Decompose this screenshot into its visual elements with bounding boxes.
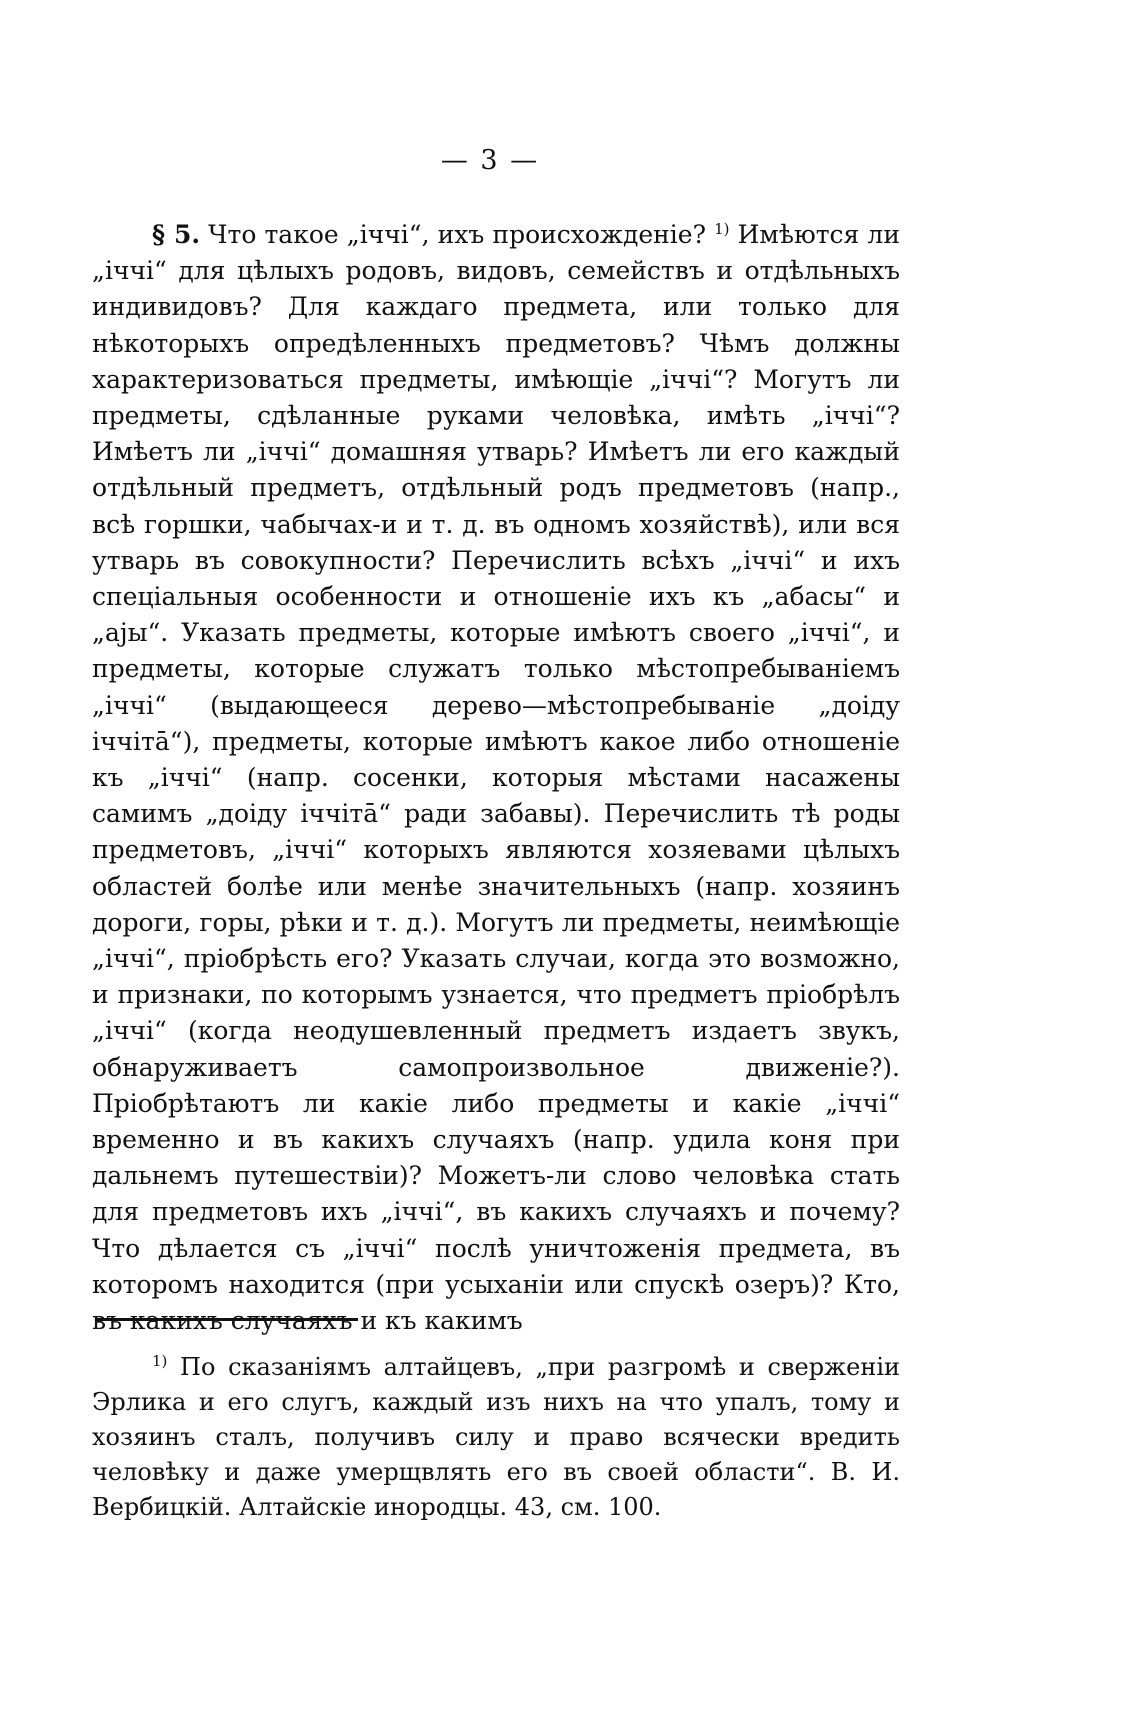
page-number: — 3 — (440, 145, 540, 176)
main-text-block (92, 217, 900, 1339)
paragraph-section-5 (92, 217, 900, 1339)
footnote-divider (96, 1318, 358, 1321)
footnote-paragraph (92, 1350, 900, 1525)
paragraph-text-rest: Имѣются ли „іччі“ для цѣлыхъ родовъ, видовъ, семействъ и отдѣльныхъ индивидовъ? Для каждаго предмета, или только для нѣкоторыхъ опредѣленныхъ предметовъ? Чѣмъ должны характеризоваться предметы, имѣющіе „іччі“? Могутъ ли предметы, сдѣланные руками человѣка, имѣть „іччі“? Имѣетъ ли „іччі“ домашняя утварь? Имѣетъ ли его каждый отдѣльный предметъ, отдѣльный родъ предметовъ (напр., всѣ горшки, чабычах-и и т. д. въ одномъ хозяйствѣ), или вся утварь въ совокупности? Перечислить всѣхъ „іччі“ и ихъ спеціальныя особенности и отношеніе ихъ къ „абасы“ и „ајы“. Указать предметы, которые имѣютъ своего „іччі“, и предметы, которые служатъ только мѣстопребываніемъ „іччі“ (выдающееся дерево—мѣстопребываніе „доіду іччітā“), предметы, которые имѣютъ какое либо отношеніе къ „іччі“ (напр. сосенки, которыя мѣстами насажены самимъ „доіду іччітā“ ради забавы). Перечислить тѣ роды предметовъ, „іччі“ которыхъ являются хозяевами цѣлыхъ областей болѣе или менѣе значительныхъ (напр. хозяинъ дороги, горы, рѣки и т. д.). Могутъ ли предметы, неимѣющіе „іччі“, пріобрѣсть его? Указать случаи, когда это возможно, и признаки, по которымъ узнается, что предметъ пріобрѣлъ „іччі“ (когда неодушевленный предметъ издаетъ звукъ, обнаруживаетъ самопроизвольное движеніе?). Пріобрѣтаютъ ли какіе либо предметы и какіе „іччі“ временно и въ какихъ случаяхъ (напр. удила коня при дальнемъ путешествіи)? Можетъ-ли слово человѣка стать для предметовъ ихъ „іччі“, въ какихъ случаяхъ и почему? Что дѣлается съ „іччі“ послѣ уничтоженія предмета, въ которомъ находится (при усыханіи или спускѣ озеръ)? Кто, въ какихъ случаяхъ и къ какимъ (92, 220, 900, 1336)
paragraph-text-start: Что такое „іччі“, ихъ происхожденіе? (200, 220, 715, 249)
footnote-block (92, 1350, 900, 1525)
section-number: § 5. (152, 220, 201, 249)
footnote-text: По сказаніямъ алтайцевъ, „при разгромѣ и сверженіи Эрлика и его слугъ, каждый изъ нихъ на что упалъ, тому и хозяинъ сталъ, получивъ силу и право всячески вредить человѣку и даже умерщвлять его въ своей области“. В. И. Вербицкій. Алтайскіе инородцы. 43, см. 100. (92, 1353, 900, 1521)
footnote-marker: 1) (152, 1352, 168, 1370)
footnote-reference: 1) (714, 220, 730, 238)
